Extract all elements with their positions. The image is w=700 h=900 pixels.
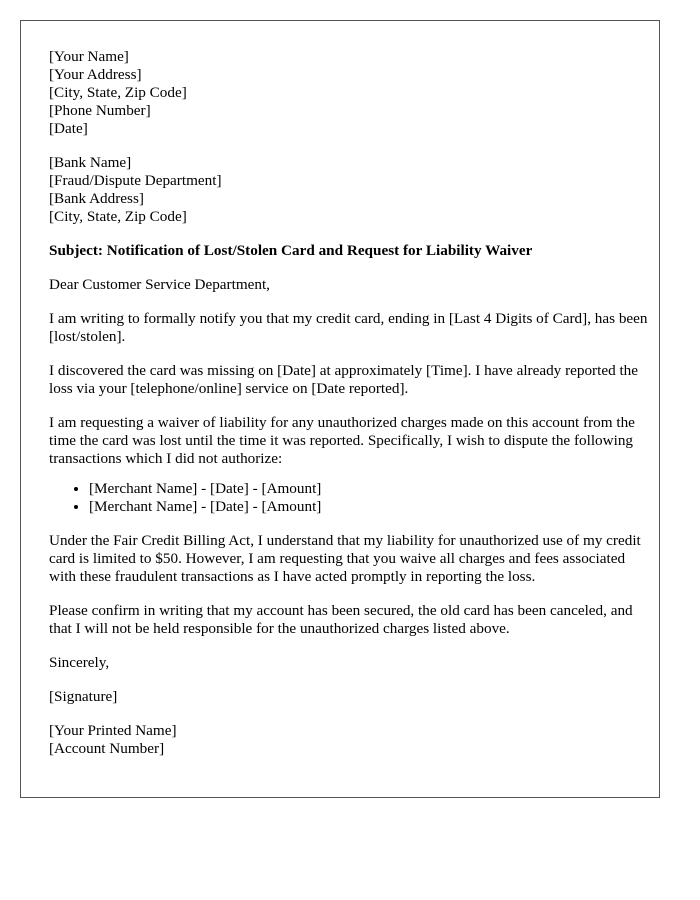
paragraph-confirmation: Please confirm in writing that my account has been secured, the old card has been canceled, and that I will not be held responsible for the unauthorized charges listed above.: [49, 602, 633, 637]
paragraph-discovery: I discovered the card was missing on [Date] at approximately [Time]. I have already reported the loss via your [telephone/online] service on [Date reported].: [49, 362, 639, 397]
transaction-item: • [Merchant Name] - [Date] - [Amount]: [89, 480, 649, 498]
paragraph-fcba: Under the Fair Credit Billing Act, I understand that my liability for unauthorized use of my credit card is limited to $50. However, I am requesting that you waive all charges and fees associated with these fraudulent transactions as I have acted promptly in reporting the loss.: [49, 532, 641, 585]
paragraph-notification: I am writing to formally notify you that my credit card, ending in [Last 4 Digits of Card], has been [lost/stolen].: [49, 310, 648, 345]
recipient-city-state-zip: [City, State, Zip Code]: [49, 208, 187, 225]
account-number: [Account Number]: [49, 740, 165, 757]
closing: Sincerely,: [49, 654, 110, 671]
sender-block: [49, 48, 649, 138]
paragraph-waiver-request: I am requesting a waiver of liability for any unauthorized charges made on this account from the time the card was lost until the time it was reported. Specifically, I wish to dispute the following transactions which I did not authorize:: [49, 414, 635, 467]
recipient-department: [Fraud/Dispute Department]: [49, 172, 222, 189]
sender-city-state-zip: [City, State, Zip Code]: [49, 84, 187, 101]
salutation: Dear Customer Service Department,: [49, 276, 270, 293]
recipient-block: [49, 154, 649, 226]
letter-body: [49, 48, 649, 758]
signature: [Signature]: [49, 688, 118, 705]
subject-line: Subject: Notification of Lost/Stolen Card and Request for Liability Waiver: [49, 242, 533, 259]
recipient-bank-address: [Bank Address]: [49, 190, 144, 207]
sender-name: [Your Name]: [49, 48, 129, 65]
letter-date: [Date]: [49, 120, 88, 137]
recipient-bank-name: [Bank Name]: [49, 154, 132, 171]
footer-block: [49, 722, 649, 758]
sender-phone: [Phone Number]: [49, 102, 151, 119]
sender-address: [Your Address]: [49, 66, 142, 83]
printed-name: [Your Printed Name]: [49, 722, 177, 739]
transaction-item: • [Merchant Name] - [Date] - [Amount]: [89, 498, 649, 516]
transaction-list: [49, 480, 649, 516]
